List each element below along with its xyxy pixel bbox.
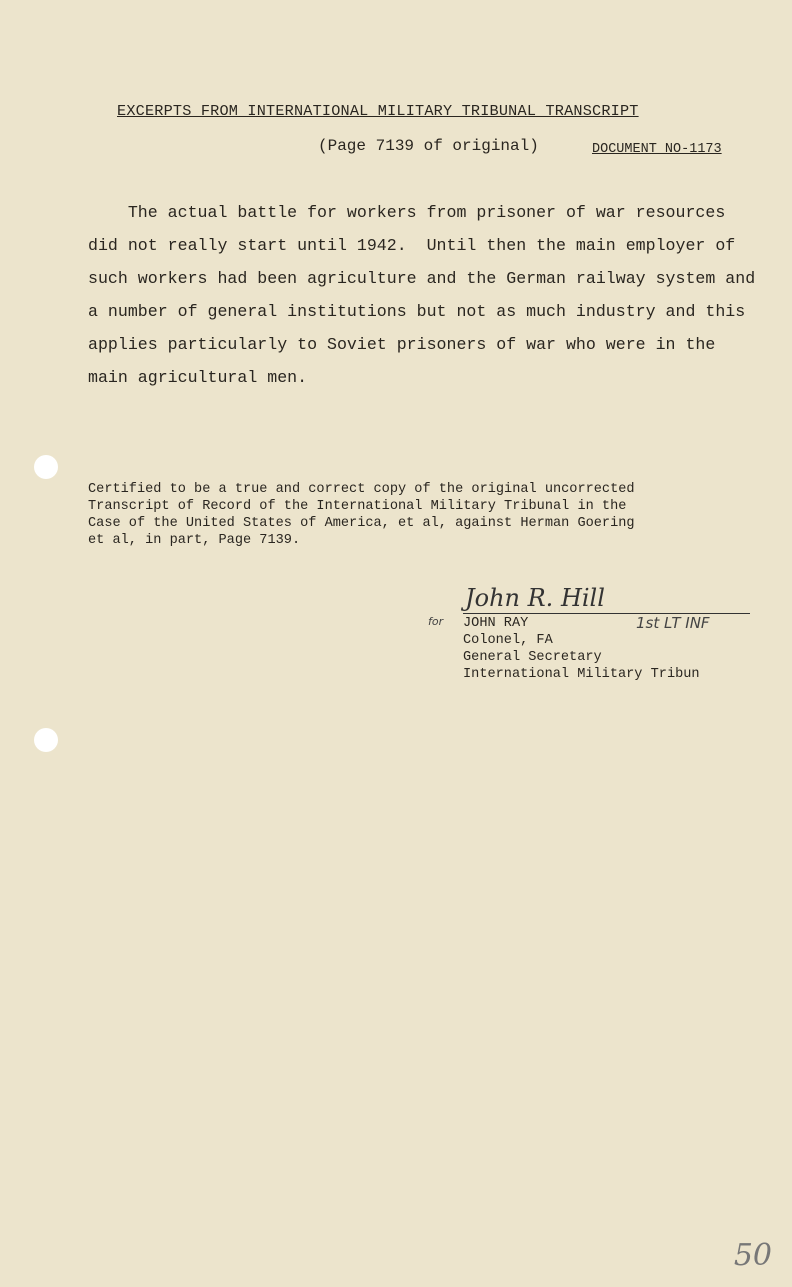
body-line: did not really start until 1942. Until then the main employer of	[88, 236, 736, 255]
document-number: DOCUMENT NO-1173	[592, 142, 722, 157]
for-note: for	[428, 615, 444, 628]
signatory-title: General Secretary	[463, 650, 602, 665]
certification-line: Transcript of Record of the International Military Tribunal in the	[88, 499, 627, 514]
handwritten-signature: John R. Hill	[465, 584, 605, 612]
body-line: applies particularly to Soviet prisoners of war who were in the	[88, 335, 716, 354]
page-reference: (Page 7139 of original)	[318, 137, 539, 155]
certification-line: Case of the United States of America, et al, against Herman Goering	[88, 516, 635, 531]
certification-line: Certified to be a true and correct copy of the original uncorrected	[88, 482, 635, 497]
signatory-name: JOHN RAY	[463, 616, 529, 631]
body-line: a number of general institutions but not as much industry and this	[88, 302, 746, 321]
punch-hole-top	[34, 455, 58, 479]
document-title: EXCERPTS FROM INTERNATIONAL MILITARY TRIBUNAL TRANSCRIPT	[117, 102, 639, 120]
signatory-title: Colonel, FA	[463, 633, 553, 648]
rank-note: 1st LT INF	[636, 614, 710, 632]
body-line: The actual battle for workers from prisoner of war resources	[88, 203, 726, 222]
certification-line: et al, in part, Page 7139.	[88, 533, 301, 548]
body-line: such workers had been agriculture and the German railway system and	[88, 269, 756, 288]
body-line: main agricultural men.	[88, 368, 308, 387]
page-number: 50	[733, 1238, 772, 1273]
punch-hole-bottom	[34, 728, 58, 752]
signatory-title: International Military Tribun	[463, 667, 700, 682]
